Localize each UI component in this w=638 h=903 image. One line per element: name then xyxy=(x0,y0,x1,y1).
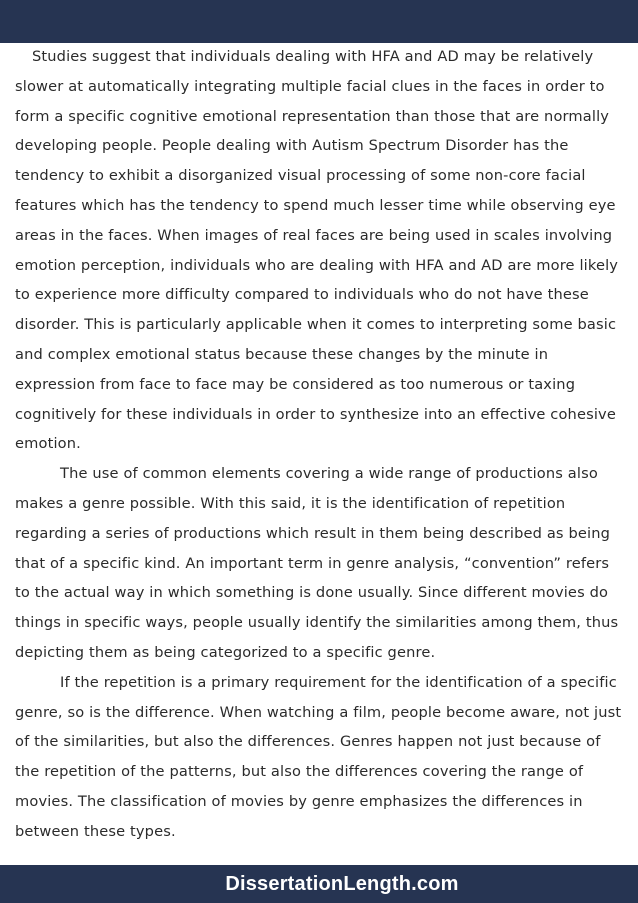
footer-brand: DissertationLength.com xyxy=(225,872,459,895)
document-body xyxy=(15,42,627,847)
paragraph-3: If the repetition is a primary requirement for the identification of a specific genre, so is the difference. When watching a film, people become aware, not just of the similarities, but also the differences. Genres happen not just because of the repetition of the patterns, but also the differences covering the range of movies. The classification of movies by genre emphasizes the differences in between these types. xyxy=(15,673,622,840)
footer-bar xyxy=(0,865,638,903)
header-bar xyxy=(0,0,638,43)
paragraph-1: Studies suggest that individuals dealing with HFA and AD may be relatively slower at automatically integrating multiple facial clues in the faces in order to form a specific cognitive emotional representation than those that are normally developing people. People dealing with Autism Spectrum Disorder has the tendency to exhibit a disorganized visual processing of some non-core facial features which has the tendency to spend much lesser time while observing eye areas in the faces. When images of real faces are being used in scales involving emotion perception, individuals who are dealing with HFA and AD are more likely to experience more difficulty compared to individuals who do not have these disorder. This is particularly applicable when it comes to interpreting some basic and complex emotional status because these changes by the minute in expression from face to face may be considered as too numerous or taxing cognitively for these individuals in order to synthesize into an effective cohesive emotion. xyxy=(15,48,619,453)
paragraph-2: The use of common elements covering a wide range of productions also makes a genre possible. With this said, it is the identification of repetition regarding a series of productions which result in them being described as being that of a specific kind. An important term in genre analysis, “convention” refers to the actual way in which something is done usually. Since different movies do things in specific ways, people usually identify the similarities among them, thus depicting them as being categorized to a specific genre. xyxy=(15,465,619,661)
